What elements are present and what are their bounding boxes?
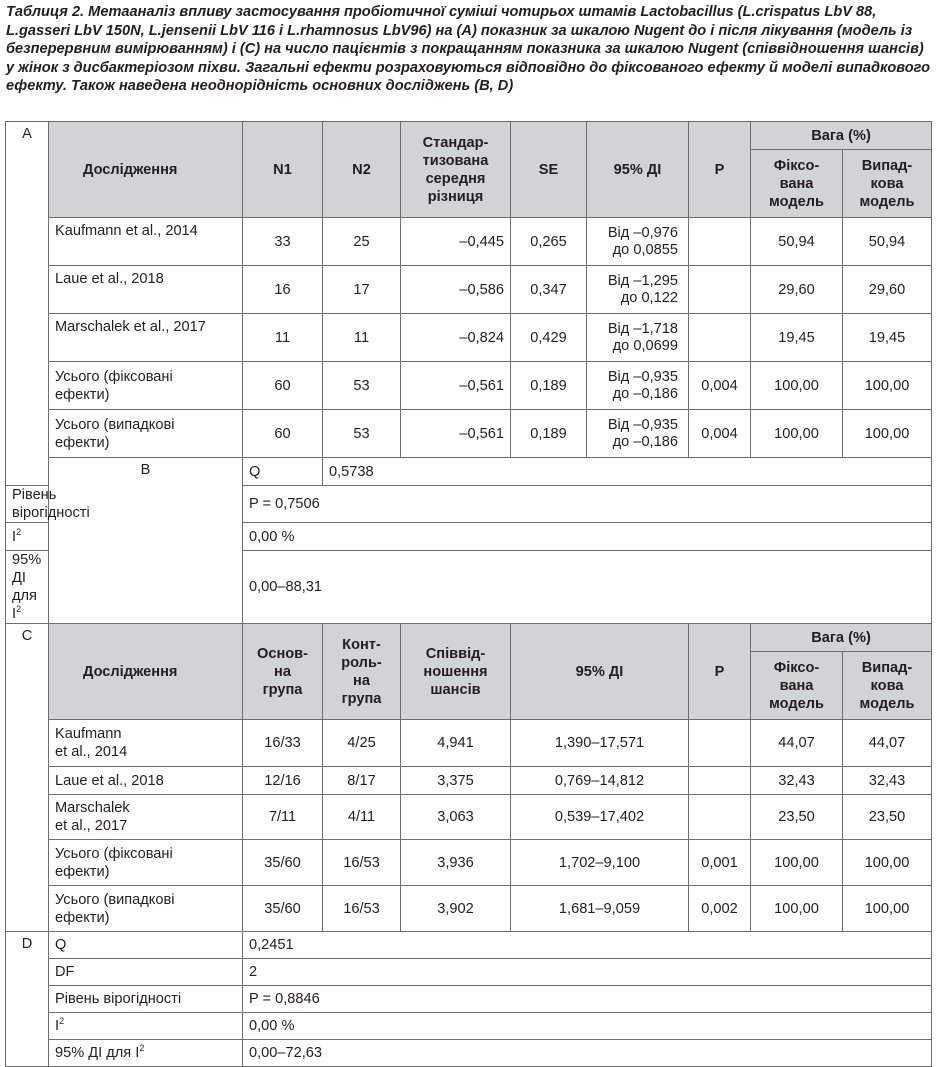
main-group-value: 35/60: [243, 840, 323, 886]
ci-value: 1,681–9,059: [511, 886, 689, 932]
header-n1: N1: [243, 122, 323, 218]
fixed-weight: 19,45: [751, 314, 843, 362]
ci-value: 1,390–17,571: [511, 720, 689, 767]
header-p: P: [689, 122, 751, 218]
header-ci: 95% ДІ: [511, 624, 689, 720]
study-name: Marschalek et al., 2017: [49, 314, 243, 362]
table-row: [6, 840, 932, 886]
study-name: Усього (фіксовані ефекти): [49, 362, 243, 410]
smd-value: –0,561: [401, 410, 511, 458]
main-group-value: 16/33: [243, 720, 323, 767]
header-random-model: Випад- кова модель: [843, 652, 932, 720]
ci-value: Від –0,976 до 0,0855: [587, 218, 689, 266]
study-name: Kaufmann et al., 2014: [49, 218, 243, 266]
fixed-weight: 29,60: [751, 266, 843, 314]
i2-value: 0,00 %: [243, 523, 932, 551]
p-value: 0,004: [689, 410, 751, 458]
section-label-c: C: [6, 624, 49, 932]
n2-value: 25: [323, 218, 401, 266]
main-group-value: 7/11: [243, 795, 323, 840]
fixed-weight: 44,07: [751, 720, 843, 767]
fixed-weight: 23,50: [751, 795, 843, 840]
fixed-weight: 100,00: [751, 362, 843, 410]
heterogeneity-row: [6, 932, 932, 959]
heterogeneity-row: [6, 986, 932, 1013]
section-label-d: D: [6, 932, 49, 1067]
main-group-value: 35/60: [243, 886, 323, 932]
heterogeneity-row: [6, 1040, 932, 1067]
p-value: 0,002: [689, 886, 751, 932]
study-name: Laue et al., 2018: [49, 266, 243, 314]
header-se: SE: [511, 122, 587, 218]
heterogeneity-row: [6, 458, 932, 486]
fixed-weight: 100,00: [751, 886, 843, 932]
n2-value: 11: [323, 314, 401, 362]
se-value: 0,429: [511, 314, 587, 362]
random-weight: 32,43: [843, 767, 932, 795]
n2-value: 17: [323, 266, 401, 314]
section-c-header-row: [6, 624, 932, 652]
se-value: 0,347: [511, 266, 587, 314]
p-value: [689, 795, 751, 840]
control-group-value: 16/53: [323, 840, 401, 886]
table-row: [6, 795, 932, 840]
control-group-value: 8/17: [323, 767, 401, 795]
table-row: [6, 886, 932, 932]
n1-value: 60: [243, 362, 323, 410]
header-main-group: Основ- на група: [243, 624, 323, 720]
ci-value: 1,702–9,100: [511, 840, 689, 886]
smd-value: –0,445: [401, 218, 511, 266]
ci-value: Від –1,295 до 0,122: [587, 266, 689, 314]
q-label: Q: [49, 932, 243, 959]
table-row: [6, 362, 932, 410]
header-study: Дослідження: [49, 624, 243, 720]
p-value: [689, 767, 751, 795]
header-n2: N2: [323, 122, 401, 218]
i2-label: $I^2$: [6, 523, 49, 551]
n1-value: 33: [243, 218, 323, 266]
header-ci: 95% ДІ: [587, 122, 689, 218]
table-caption: Таблиця 2. Метааналіз впливу застосування пробіотичної суміші чотирьох штамів Lactobacillus (L.crispatus LbV 88, L.gasseri LbV 150N, L.jensenii LbV 116 і L.rhamnosus LbV96) на (A) показник за шкалою Nugent до і після лікування (модель із безперервним вимірюванням) і (C) на число пацієнтів з покращанням показника за шкалою Nugent (співвідношення шансів) у жінок з дисбактеріозом піхви. Загальні ефекти розраховуються відповідно до фіксованого ефекту й моделі випадкового ефекту. Також наведена неоднорідність основних досліджень (B, D): [6, 4, 931, 95]
heterogeneity-row: [6, 959, 932, 986]
i2-ci-label: 95% ДІ для $I^2$: [49, 1040, 243, 1067]
ci-value: Від –0,935 до –0,186: [587, 362, 689, 410]
random-weight: 50,94: [843, 218, 932, 266]
df-value: 2: [243, 959, 932, 986]
random-weight: 100,00: [843, 410, 932, 458]
header-fixed-model: Фіксо- вана модель: [751, 150, 843, 218]
header-random-model: Випад- кова модель: [843, 150, 932, 218]
p-value: 0,004: [689, 362, 751, 410]
significance-label: Рівень вірогідності: [6, 486, 49, 523]
significance-value: P = 0,8846: [243, 986, 932, 1013]
study-name: Kaufmann et al., 2014: [49, 720, 243, 767]
control-group-value: 4/11: [323, 795, 401, 840]
i2-ci-label: 95% ДІ для $I^2$: [6, 551, 49, 624]
study-name: Laue et al., 2018: [49, 767, 243, 795]
table-row: [6, 266, 932, 314]
odds-ratio-value: 3,936: [401, 840, 511, 886]
table-row: [6, 314, 932, 362]
ci-value: 0,769–14,812: [511, 767, 689, 795]
study-name: Marschalek et al., 2017: [49, 795, 243, 840]
odds-ratio-value: 4,941: [401, 720, 511, 767]
table-row: [6, 410, 932, 458]
p-value: [689, 218, 751, 266]
i2-ci-value: 0,00–88,31: [243, 551, 932, 624]
p-value: [689, 720, 751, 767]
fixed-weight: 100,00: [751, 840, 843, 886]
df-label: DF: [49, 959, 243, 986]
n1-value: 60: [243, 410, 323, 458]
ci-value: 0,539–17,402: [511, 795, 689, 840]
section-label-a: A: [6, 122, 49, 486]
header-fixed-model: Фіксо- вана модель: [751, 652, 843, 720]
ci-value: Від –0,935 до –0,186: [587, 410, 689, 458]
random-weight: 19,45: [843, 314, 932, 362]
header-p: P: [689, 624, 751, 720]
q-value: 0,2451: [243, 932, 932, 959]
table-row: [6, 767, 932, 795]
p-value: [689, 314, 751, 362]
section-a-header-row: [6, 122, 932, 150]
odds-ratio-value: 3,375: [401, 767, 511, 795]
main-group-value: 12/16: [243, 767, 323, 795]
header-weight: Вага (%): [751, 624, 932, 652]
smd-value: –0,824: [401, 314, 511, 362]
ci-value: Від –1,718 до 0,0699: [587, 314, 689, 362]
random-weight: 23,50: [843, 795, 932, 840]
header-control-group: Конт- роль- на група: [323, 624, 401, 720]
se-value: 0,189: [511, 362, 587, 410]
q-label: Q: [243, 458, 323, 486]
fixed-weight: 100,00: [751, 410, 843, 458]
table-row: [6, 720, 932, 767]
heterogeneity-row: [6, 1013, 932, 1040]
random-weight: 29,60: [843, 266, 932, 314]
fixed-weight: 32,43: [751, 767, 843, 795]
fixed-weight: 50,94: [751, 218, 843, 266]
q-value: 0,5738: [323, 458, 932, 486]
control-group-value: 16/53: [323, 886, 401, 932]
i2-value: 0,00 %: [243, 1013, 932, 1040]
p-value: [689, 266, 751, 314]
se-value: 0,265: [511, 218, 587, 266]
study-name: Усього (випадкові ефекти): [49, 410, 243, 458]
p-value: 0,001: [689, 840, 751, 886]
significance-value: P = 0,7506: [243, 486, 932, 523]
study-name: Усього (випадкові ефекти): [49, 886, 243, 932]
table-row: [6, 218, 932, 266]
smd-value: –0,561: [401, 362, 511, 410]
header-odds-ratio: Співвід- ношення шансів: [401, 624, 511, 720]
section-label-b: B: [49, 458, 243, 624]
odds-ratio-value: 3,902: [401, 886, 511, 932]
se-value: 0,189: [511, 410, 587, 458]
header-study: Дослідження: [49, 122, 243, 218]
study-name: Усього (фіксовані ефекти): [49, 840, 243, 886]
n1-value: 16: [243, 266, 323, 314]
random-weight: 100,00: [843, 886, 932, 932]
n2-value: 53: [323, 410, 401, 458]
n1-value: 11: [243, 314, 323, 362]
meta-analysis-table: [5, 121, 932, 1067]
i2-ci-value: 0,00–72,63: [243, 1040, 932, 1067]
random-weight: 100,00: [843, 840, 932, 886]
random-weight: 44,07: [843, 720, 932, 767]
odds-ratio-value: 3,063: [401, 795, 511, 840]
n2-value: 53: [323, 362, 401, 410]
header-smd: Стандар- тизована середня різниця: [401, 122, 511, 218]
random-weight: 100,00: [843, 362, 932, 410]
header-weight: Вага (%): [751, 122, 932, 150]
smd-value: –0,586: [401, 266, 511, 314]
significance-label: Рівень вірогідності: [49, 986, 243, 1013]
i2-label: $I^2$: [49, 1013, 243, 1040]
control-group-value: 4/25: [323, 720, 401, 767]
